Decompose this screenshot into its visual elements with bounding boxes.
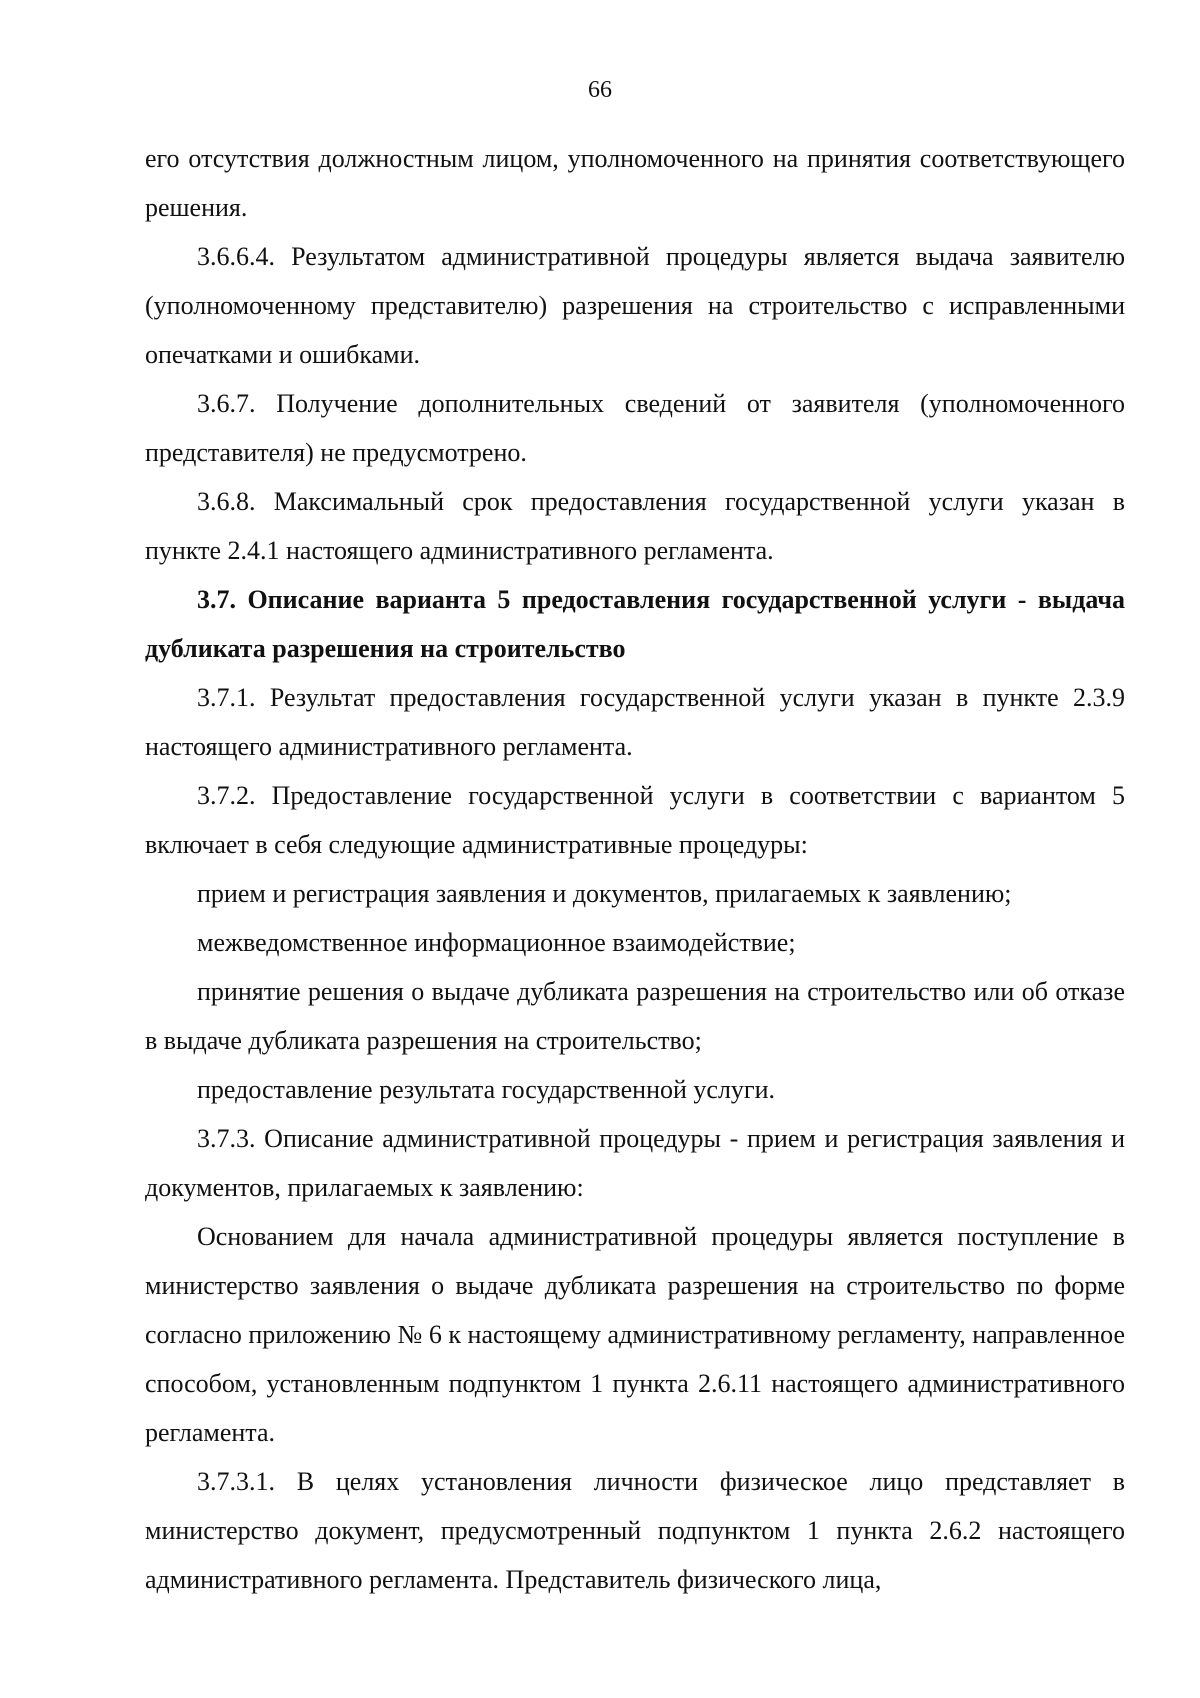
paragraph: Основанием для начала административной процедуры является поступление в министерство заявления о выдаче дубликата разрешения на строительство по форме согласно приложению № 6 к настоящему административному регламенту, направленное способом, установленным подпунктом 1 пункта 2.6.11 настоящего административного регламента.	[145, 1222, 1125, 1447]
list-item: предоставление результата государственной услуги.	[197, 1075, 776, 1104]
paragraph: его отсутствия должностным лицом, уполномоченного на принятия соответствующего решения.	[145, 144, 1125, 222]
paragraph: 3.7.1. Результат предоставления государственной услуги указан в пункте 2.3.9 настоящего административного регламента.	[145, 683, 1125, 761]
paragraph: 3.6.8. Максимальный срок предоставления государственной услуги указан в пункте 2.4.1 настоящего административного регламента.	[145, 487, 1125, 565]
paragraph: 3.7.2. Предоставление государственной услуги в соответствии с вариантом 5 включает в себя следующие административные процедуры:	[145, 781, 1125, 859]
list-item: прием и регистрация заявления и документов, прилагаемых к заявлению;	[197, 879, 1012, 908]
paragraph: 3.7.3. Описание административной процедуры - прием и регистрация заявления и документов, прилагаемых к заявлению:	[145, 1124, 1125, 1202]
page-number: 66	[588, 77, 612, 103]
paragraph: 3.6.6.4. Результатом административной процедуры является выдача заявителю (уполномоченному представителю) разрешения на строительство с исправленными опечатками и ошибками.	[145, 242, 1125, 369]
list-item: принятие решения о выдаче дубликата разрешения на строительство или об отказе в выдаче дубликата разрешения на строительство;	[145, 977, 1125, 1055]
list-item: межведомственное информационное взаимодействие;	[197, 928, 796, 957]
paragraph: 3.7.3.1. В целях установления личности физическое лицо представляет в министерство документ, предусмотренный подпунктом 1 пункта 2.6.2 настоящего административного регламента. Представитель физического лица,	[145, 1467, 1125, 1594]
paragraph: 3.6.7. Получение дополнительных сведений от заявителя (уполномоченного представителя) не предусмотрено.	[145, 389, 1125, 467]
document-body	[145, 134, 1125, 1604]
section-heading: 3.7. Описание варианта 5 предоставления государственной услуги - выдача дубликата разрешения на строительство	[145, 585, 1125, 663]
